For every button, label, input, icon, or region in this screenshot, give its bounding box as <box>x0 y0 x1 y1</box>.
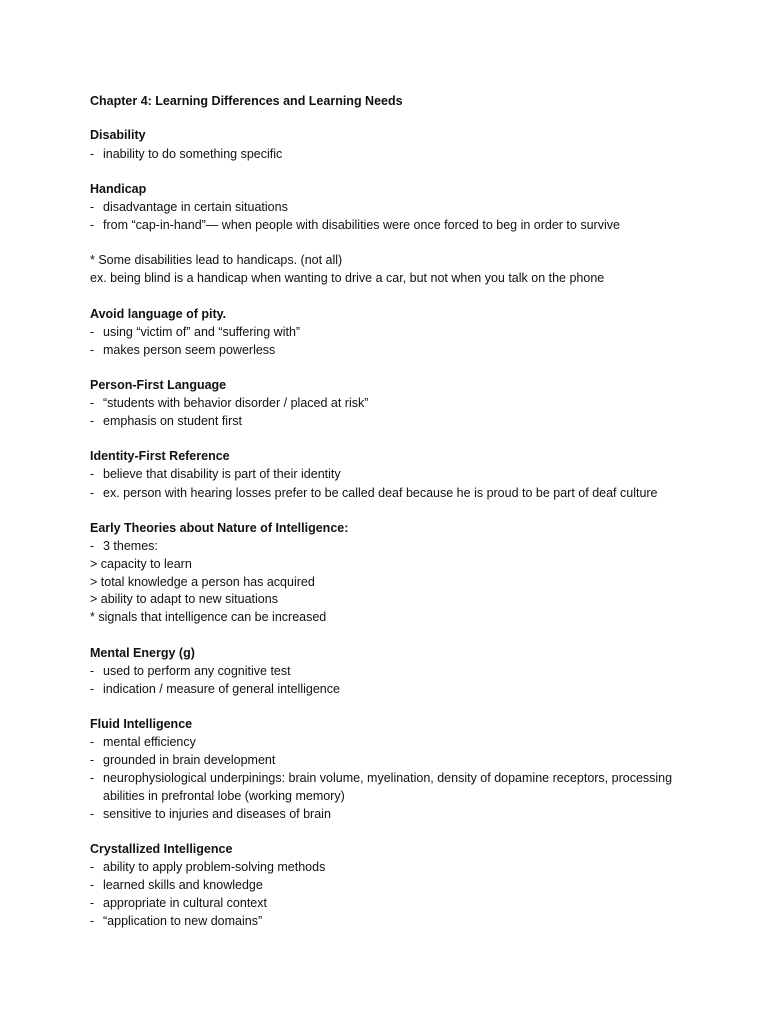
list-item-text: mental efficiency <box>103 735 196 749</box>
list-item-text: used to perform any cognitive test <box>103 664 291 678</box>
list-item-text: emphasis on student first <box>103 414 242 428</box>
sub-item: > capacity to learn <box>90 557 192 571</box>
bullet-dash: - <box>90 539 95 553</box>
list-item-text: disadvantage in certain situations <box>103 200 288 214</box>
bullet-dash: - <box>90 467 95 481</box>
heading-early-theories: Early Theories about Nature of Intelligence: <box>90 521 349 535</box>
list-item-text: learned skills and knowledge <box>103 878 263 892</box>
bullet-dash: - <box>90 664 95 678</box>
list-item-text: ex. person with hearing losses prefer to be called deaf because he is proud to be part of deaf culture <box>103 486 658 500</box>
bullet-dash: - <box>90 807 95 821</box>
list-item-text: makes person seem powerless <box>103 343 276 357</box>
heading-handicap: Handicap <box>90 182 147 196</box>
heading-crystallized-intelligence: Crystallized Intelligence <box>90 842 233 856</box>
bullet-dash: - <box>90 147 95 161</box>
heading-identity-first: Identity-First Reference <box>90 449 230 463</box>
bullet-dash: - <box>90 735 95 749</box>
list-item-text: ability to apply problem-solving methods <box>103 860 326 874</box>
bullet-dash: - <box>90 860 95 874</box>
bullet-dash: - <box>90 753 95 767</box>
list-item-text: sensitive to injuries and diseases of brain <box>103 807 331 821</box>
heading-person-first: Person-First Language <box>90 378 227 392</box>
bullet-dash: - <box>90 771 95 785</box>
bullet-dash: - <box>90 878 95 892</box>
list-item-text: using “victim of” and “suffering with” <box>103 325 301 339</box>
bullet-dash: - <box>90 682 95 696</box>
list-item-text: neurophysiological underpinings: brain volume, myelination, density of dopamine receptors, processing <box>103 771 673 785</box>
star-item: * signals that intelligence can be increased <box>90 610 327 624</box>
list-item-text: inability to do something specific <box>103 147 283 161</box>
list-item-text: “application to new domains” <box>103 914 263 928</box>
sub-item: > total knowledge a person has acquired <box>90 575 315 589</box>
heading-mental-energy: Mental Energy (g) <box>90 646 195 660</box>
bullet-dash: - <box>90 200 95 214</box>
heading-fluid-intelligence: Fluid Intelligence <box>90 717 193 731</box>
list-item-continuation: abilities in prefrontal lobe (working memory) <box>103 789 345 803</box>
bullet-dash: - <box>90 896 95 910</box>
list-item-text: believe that disability is part of their identity <box>103 467 341 481</box>
bullet-dash: - <box>90 325 95 339</box>
bullet-dash: - <box>90 486 95 500</box>
list-item-text: grounded in brain development <box>103 753 276 767</box>
list-item-text: appropriate in cultural context <box>103 896 267 910</box>
page-title: Chapter 4: Learning Differences and Learning Needs <box>90 94 403 108</box>
list-item-text: indication / measure of general intelligence <box>103 682 340 696</box>
list-item-text: from “cap-in-hand”— when people with disabilities were once forced to beg in order to survive <box>103 218 620 232</box>
example-line: ex. being blind is a handicap when wanting to drive a car, but not when you talk on the phone <box>90 271 605 285</box>
bullet-dash: - <box>90 218 95 232</box>
heading-disability: Disability <box>90 128 146 142</box>
sub-item: > ability to adapt to new situations <box>90 592 278 606</box>
heading-pity: Avoid language of pity. <box>90 307 227 321</box>
bullet-dash: - <box>90 396 95 410</box>
bullet-dash: - <box>90 343 95 357</box>
note-line: * Some disabilities lead to handicaps. (not all) <box>90 253 343 267</box>
bullet-dash: - <box>90 414 95 428</box>
list-item-text: “students with behavior disorder / placed at risk” <box>103 396 369 410</box>
bullet-dash: - <box>90 914 95 928</box>
list-item-text: 3 themes: <box>103 539 158 553</box>
